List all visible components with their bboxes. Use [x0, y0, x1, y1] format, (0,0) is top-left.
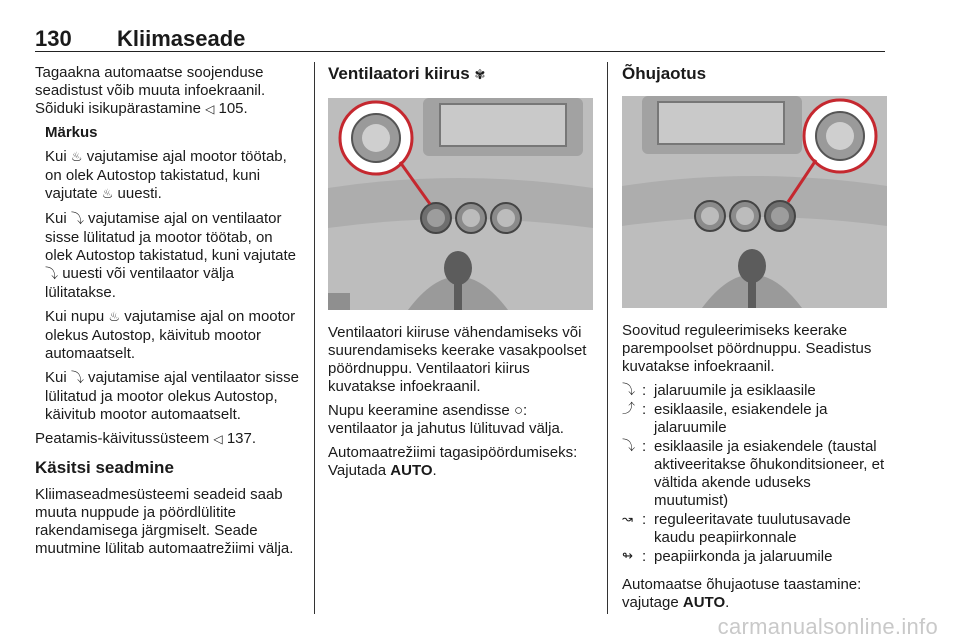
head-area-icon: ↝	[622, 512, 633, 527]
restore-paragraph: Automaatse õhujaotuse taastamine: vajutage AUTO.	[622, 576, 862, 611]
column-right	[622, 64, 887, 618]
windscreen-icon: ⤵	[622, 439, 636, 454]
column-divider	[607, 62, 608, 614]
windscreen-air-icon: ⤵	[70, 371, 84, 386]
note-paragraph: Kui ⤵ vajutamise ajal on ventilaator sisse lülitatud ja mootor töötab, on olek Autostop takistatud, kuni vajutate ⤵ uuesti või ventilaator välja lülitatakse.	[45, 210, 296, 301]
fan-paragraph-1: Ventilaatori kiiruse vähendamiseks või suurendamiseks keerake vasakpoolset pöördnuppu. Ventilaatori kiirus kuvatakse infoekraanil.	[328, 324, 587, 395]
air-distribution-heading: Õhujaotus	[622, 64, 707, 83]
legend-row: ⤵ : esiklaasile ja esiakendele (taustal aktiveeritakse õhukonditsioneer, et vältida akende uduseks muutumist)	[622, 438, 885, 509]
air-mode-legend	[622, 382, 887, 566]
page-ref-arrow-icon: ◁	[213, 432, 223, 446]
note-paragraph: Kui nupu ♨ vajutamise ajal on mootor olekus Autostop, käivitub mootor automaatselt.	[45, 308, 296, 362]
page-number: 130	[35, 26, 72, 51]
legend-row: ↝ : reguleeritavate tuulutusavade kaudu peapiirkonnale	[622, 511, 851, 546]
auto-label: AUTO	[682, 594, 726, 611]
fan-speed-heading: Ventilaatori kiirus ✾	[328, 64, 486, 83]
chapter-title: Kliimaseade	[117, 26, 246, 51]
fan-control-figure	[328, 98, 593, 310]
page-ref-arrow-icon: ◁	[205, 102, 215, 116]
rear-defrost-icon: ♨	[70, 150, 83, 165]
legend-row: ↬ : peapiirkonda ja jalaruumile	[622, 548, 833, 565]
page-ref[interactable]: 137.	[226, 430, 257, 447]
head-footwell-icon: ↬	[622, 549, 633, 564]
rear-defrost-icon: ♨	[101, 187, 114, 202]
air-intro: Soovitud reguleerimiseks keerake parempoolset pöördnuppu. Seadistus kuvatakse infoekraanil.	[622, 322, 872, 375]
watermark: carmanualsonline.info	[717, 614, 938, 639]
fan-icon: ✾	[474, 68, 486, 83]
note-box	[35, 124, 300, 424]
legend-row: ⤵ : jalaruumile ja esiklaasile	[622, 382, 816, 399]
note-paragraph: Kui ♨ vajutamise ajal mootor töötab, on olek Autostop takistatud, kuni vajutate ♨ uuesti.	[45, 148, 287, 202]
page-header	[35, 22, 885, 52]
body-paragraph: Kliimaseadmesüsteemi seadeid saab muuta nuppude ja pöördlülitite rakendamisega järgmiselt. Seade muutmine lülitab automaatrežiimi välja.	[35, 486, 294, 557]
auto-label: AUTO	[390, 462, 433, 479]
startstop-reference: Peatamis-käivitussüsteem ◁ 137.	[35, 430, 257, 447]
windscreen-air-icon: ⤵	[45, 267, 59, 282]
intro-paragraph: Tagaakna automaatse soojenduse seadistust võib muuta infoekraanil. Sõiduki isikupärastamine ◁ 105.	[35, 64, 266, 117]
windscreen-footwell-icon: ⤴	[622, 402, 636, 417]
legend-row: ⤴ : esiklaasile, esiakendele ja jalaruumile	[622, 401, 828, 436]
column-left	[35, 64, 300, 564]
column-divider	[314, 62, 315, 614]
page-ref[interactable]: 105.	[218, 100, 248, 117]
fan-paragraph-2: Nupu keeramine asendisse ○: ventilaator ja jahutus lülituvad välja.	[328, 402, 564, 437]
windscreen-air-icon: ⤵	[70, 212, 84, 227]
rear-defrost-icon: ♨	[108, 310, 121, 325]
air-distribution-figure	[622, 96, 887, 308]
fan-paragraph-3: Automaatrežiimi tagasipöördumiseks: Vajutada AUTO.	[328, 444, 578, 479]
note-paragraph: Kui ⤵ vajutamise ajal ventilaator sisse lülitatud ja mootor olekus Autostop, käivitub mootor automaatselt.	[45, 369, 299, 423]
footwell-windscreen-icon: ⤵	[622, 383, 636, 398]
section-heading: Käsitsi seadmine	[35, 458, 174, 477]
note-title: Märkus	[45, 124, 98, 141]
column-middle	[328, 64, 593, 486]
